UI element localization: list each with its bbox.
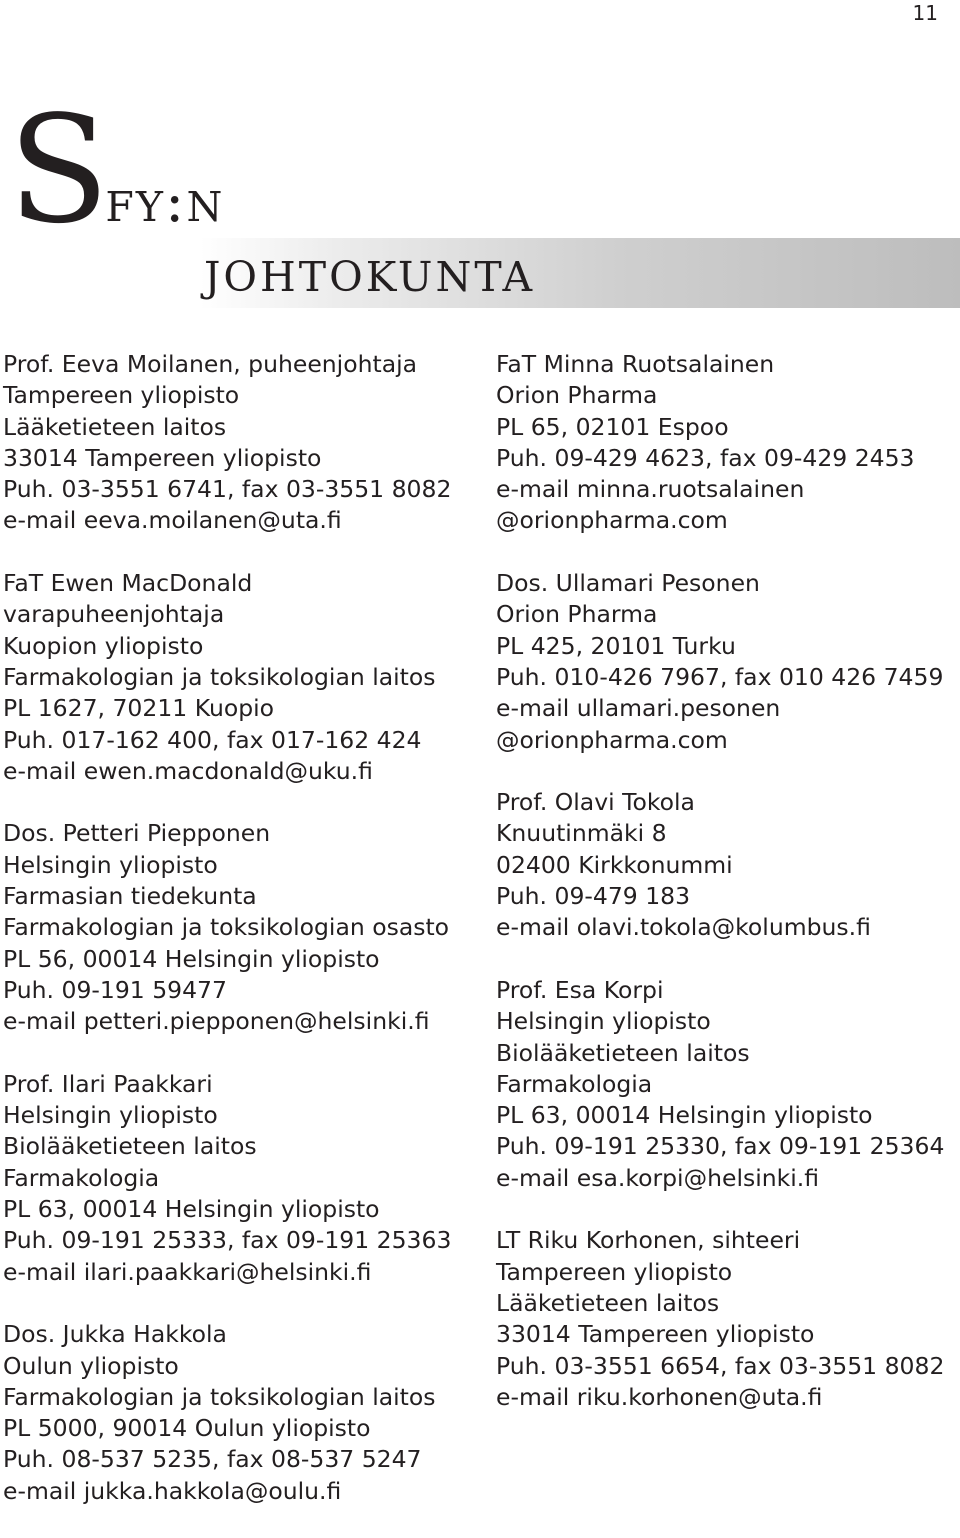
contact-name: LT Riku Korhonen, sihteeri [496, 1226, 801, 1255]
contact-line: Tampereen yliopisto [496, 1257, 733, 1286]
contact-entry [3, 818, 473, 1037]
contact-line: 33014 Tampereen yliopisto [496, 1320, 815, 1349]
contact-line: Biolääketieteen laitos [3, 1132, 257, 1161]
contact-entry [3, 349, 473, 537]
contact-name: Dos. Ullamari Pesonen [496, 569, 760, 598]
contact-name: FaT Ewen MacDonald [3, 569, 253, 598]
contact-line: PL 5000, 90014 Oulun yliopisto [3, 1414, 371, 1443]
contact-line: Puh. 017-162 400, fax 017-162 424 [3, 725, 422, 754]
contact-line: e-mail eeva.moilanen@uta.fi [3, 506, 342, 535]
contact-line: Farmakologia [496, 1069, 653, 1098]
contact-entry [3, 1069, 473, 1288]
contact-line: Puh. 03-3551 6654, fax 03-3551 8082 [496, 1351, 945, 1380]
title-small-caps: fy:n [105, 167, 225, 235]
contact-line: 02400 Kirkkonummi [496, 850, 733, 879]
page-title-line2: johtokunta [204, 237, 536, 305]
contact-line: e-mail ewen.macdonald@uku.fi [3, 756, 373, 785]
contact-entry [3, 1319, 473, 1507]
contact-line: e-mail jukka.hakkola@oulu.fi [3, 1476, 342, 1505]
contact-line: Oulun yliopisto [3, 1351, 179, 1380]
contact-line: Puh. 010-426 7967, fax 010 426 7459 [496, 662, 944, 691]
contact-line: e-mail riku.korhonen@uta.fi [496, 1382, 823, 1411]
contact-line: Helsingin yliopisto [496, 1007, 711, 1036]
page-title [8, 84, 225, 256]
contact-line: PL 65, 02101 Espoo [496, 412, 729, 441]
contact-line: Lääketieteen laitos [496, 1288, 720, 1317]
contact-line: Farmakologian ja toksikologian laitos [3, 662, 436, 691]
contact-line: e-mail esa.korpi@helsinki.fi [496, 1163, 820, 1192]
contact-line: Orion Pharma [496, 381, 658, 410]
contact-line: Helsingin yliopisto [3, 850, 218, 879]
contact-entry [496, 568, 956, 756]
contact-line: Farmakologia [3, 1163, 160, 1192]
contact-entry [496, 1225, 956, 1413]
contact-line: varapuheenjohtaja [3, 600, 225, 629]
contact-line: e-mail minna.ruotsalainen [496, 475, 805, 504]
contact-line: PL 63, 00014 Helsingin yliopisto [3, 1195, 380, 1224]
right-column [496, 349, 956, 1444]
contact-line: Puh. 09-429 4623, fax 09-429 2453 [496, 443, 915, 472]
contact-line: Helsingin yliopisto [3, 1101, 218, 1130]
contact-line: Biolääketieteen laitos [496, 1038, 750, 1067]
contact-line: Puh. 03-3551 6741, fax 03-3551 8082 [3, 475, 452, 504]
contact-name: Prof. Olavi Tokola [496, 788, 695, 817]
contact-line: Puh. 08-537 5235, fax 08-537 5247 [3, 1445, 422, 1474]
contact-entry [496, 349, 956, 537]
contact-entry [496, 787, 956, 943]
contact-line: Puh. 09-191 25330, fax 09-191 25364 [496, 1132, 945, 1161]
title-initial: S [8, 84, 106, 256]
contact-line: Puh. 09-191 25333, fax 09-191 25363 [3, 1226, 452, 1255]
contact-line: Orion Pharma [496, 600, 658, 629]
contact-line: PL 56, 00014 Helsingin yliopisto [3, 944, 380, 973]
contact-line: e-mail olavi.tokola@kolumbus.fi [496, 913, 871, 942]
contact-name: Dos. Petteri Piepponen [3, 819, 271, 848]
contact-line: @orionpharma.com [496, 725, 728, 754]
contact-line: Knuutinmäki 8 [496, 819, 667, 848]
contact-line: Puh. 09-479 183 [496, 882, 691, 911]
contact-name: Prof. Eeva Moilanen, puheenjohtaja [3, 350, 418, 378]
contact-line: Puh. 09-191 59477 [3, 975, 227, 1004]
contact-entry [496, 975, 956, 1194]
contact-name: FaT Minna Ruotsalainen [496, 350, 775, 378]
contact-line: e-mail ilari.paakkari@helsinki.fi [3, 1257, 372, 1286]
contact-line: Lääketieteen laitos [3, 412, 227, 441]
contact-name: Prof. Ilari Paakkari [3, 1069, 213, 1098]
contact-line: PL 425, 20101 Turku [496, 631, 736, 660]
contact-line: Tampereen yliopisto [3, 381, 240, 410]
left-column [3, 349, 473, 1538]
contact-name: Prof. Esa Korpi [496, 975, 664, 1004]
contact-line: 33014 Tampereen yliopisto [3, 443, 322, 472]
page-number: 11 [912, 1, 938, 25]
contact-line: e-mail petteri.piepponen@helsinki.fi [3, 1007, 430, 1036]
contact-line: Farmakologian ja toksikologian laitos [3, 1382, 436, 1411]
contact-line: PL 63, 00014 Helsingin yliopisto [496, 1101, 873, 1130]
contact-line: Farmasian tiedekunta [3, 882, 257, 911]
contact-line: Kuopion yliopisto [3, 631, 204, 660]
contact-line: PL 1627, 70211 Kuopio [3, 694, 275, 723]
contact-name: Dos. Jukka Hakkola [3, 1320, 227, 1349]
contact-entry [3, 568, 473, 787]
contact-line: e-mail ullamari.pesonen [496, 694, 781, 723]
contact-line: @orionpharma.com [496, 506, 728, 535]
contact-line: Farmakologian ja toksikologian osasto [3, 913, 450, 942]
